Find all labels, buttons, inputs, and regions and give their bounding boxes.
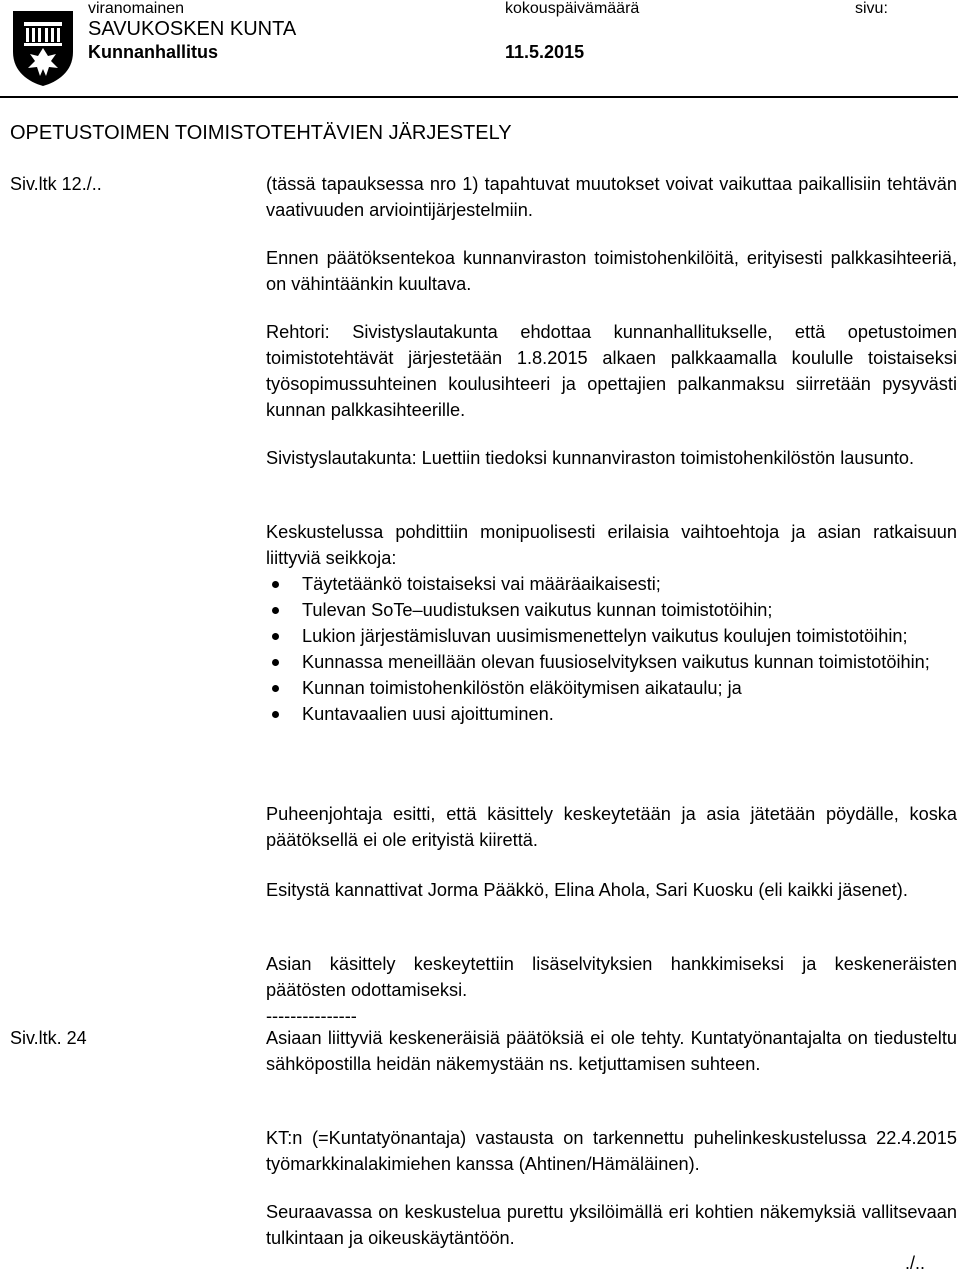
paragraph: KT:n (=Kuntatyönantaja) vastausta on tarkennettu puhelinkeskustelussa 22.4.2015 työmarkkinalakimiehen kanssa (Ahtinen/Hämäläinen). — [266, 1128, 957, 1174]
header-divider — [0, 96, 958, 98]
separator-line: --------------- — [266, 1006, 357, 1026]
list-item: Kunnassa meneillään olevan fuusioselvityksen vaikutus kunnan toimistotöihin; — [266, 649, 957, 675]
paragraph: Seuraavassa on keskustelua purettu yksilöimällä eri kohtien näkemyksiä vallitsevaan tulkintaan ja oikeuskäytäntöön. — [266, 1202, 957, 1248]
paragraph: Keskustelussa pohdittiin monipuolisesti erilaisia vaihtoehtoja ja asian ratkaisuun liittyviä seikkoja: — [266, 522, 957, 568]
meeting-date: 11.5.2015 — [505, 42, 585, 62]
organization-name: SAVUKOSKEN KUNTA — [88, 18, 297, 40]
paragraph: Esitystä kannattivat Jorma Pääkkö, Elina Ahola, Sari Kuosku (eli kaikki jäsenet). — [266, 880, 908, 900]
paragraph: Puheenjohtaja esitti, että käsittely keskeytetään ja asia jätetään pöydälle, koska päätöksellä ei ole erityistä kiirettä. — [266, 804, 957, 850]
date-label: kokouspäivämäärä — [505, 0, 640, 17]
paragraph: Ennen päätöksentekoa kunnanviraston toimistohenkilöitä, erityisesti palkkasihteeriä, on vähintäänkin kuultava. — [266, 248, 957, 294]
discussion-block — [266, 519, 957, 727]
paragraph: (tässä tapauksessa nro 1) tapahtuvat muutokset voivat vaikuttaa paikallisiin tehtävän vaativuuden arviointijärjestelmiin. — [266, 174, 957, 220]
board-name: Kunnanhallitus — [88, 42, 218, 62]
list-item: Täytetäänkö toistaiseksi vai määräaikaisesti; — [266, 571, 957, 597]
continues-mark: ./.. — [905, 1253, 926, 1273]
list-item: Tulevan SoTe–uudistuksen vaikutus kunnan toimistotöihin; — [266, 597, 957, 623]
official-label: viranomainen — [88, 0, 185, 17]
paragraph: Asiaan liittyviä keskeneräisiä päätöksiä ei ole tehty. Kuntatyönantajalta on tiedusteltu sähköpostilla heidän näkemystään ns. ketjuttamisen suhteen. — [266, 1028, 957, 1074]
list-item: Kunnan toimistohenkilöstön eläköitymisen aikataulu; ja — [266, 675, 957, 701]
section-ref-1: Siv.ltk 12./.. — [10, 174, 102, 194]
list-item: Kuntavaalien uusi ajoittuminen. — [266, 701, 957, 727]
list-item: Lukion järjestämisluvan uusimismenettelyn vaikutus koulujen toimistotöihin; — [266, 623, 957, 649]
paragraph: Sivistyslautakunta: Luettiin tiedoksi kunnanviraston toimistohenkilöstön lausunto. — [266, 448, 915, 468]
paragraph: Rehtori: Sivistyslautakunta ehdottaa kunnanhallitukselle, että opetustoimen toimistotehtävät järjestetään 1.8.2015 alkaen palkkaamalla koululle toistaiseksi työsopimussuhteinen koulusihteeri ja opettajien palkanmaksu siirretään pysyvästi kunnan palkkasihteerille. — [266, 322, 957, 420]
paragraph: Asian käsittely keskeytettiin lisäselvityksien hankkimiseksi ja keskeneräisten päätösten odottamiseksi. --------------- — [266, 951, 957, 1029]
coat-of-arms-icon — [10, 8, 76, 88]
page-label: sivu: — [855, 0, 888, 17]
bullet-list — [266, 571, 957, 727]
document-title: OPETUSTOIMEN TOIMISTOTEHTÄVIEN JÄRJESTELY — [10, 122, 512, 144]
section-ref-2: Siv.ltk. 24 — [10, 1028, 87, 1048]
